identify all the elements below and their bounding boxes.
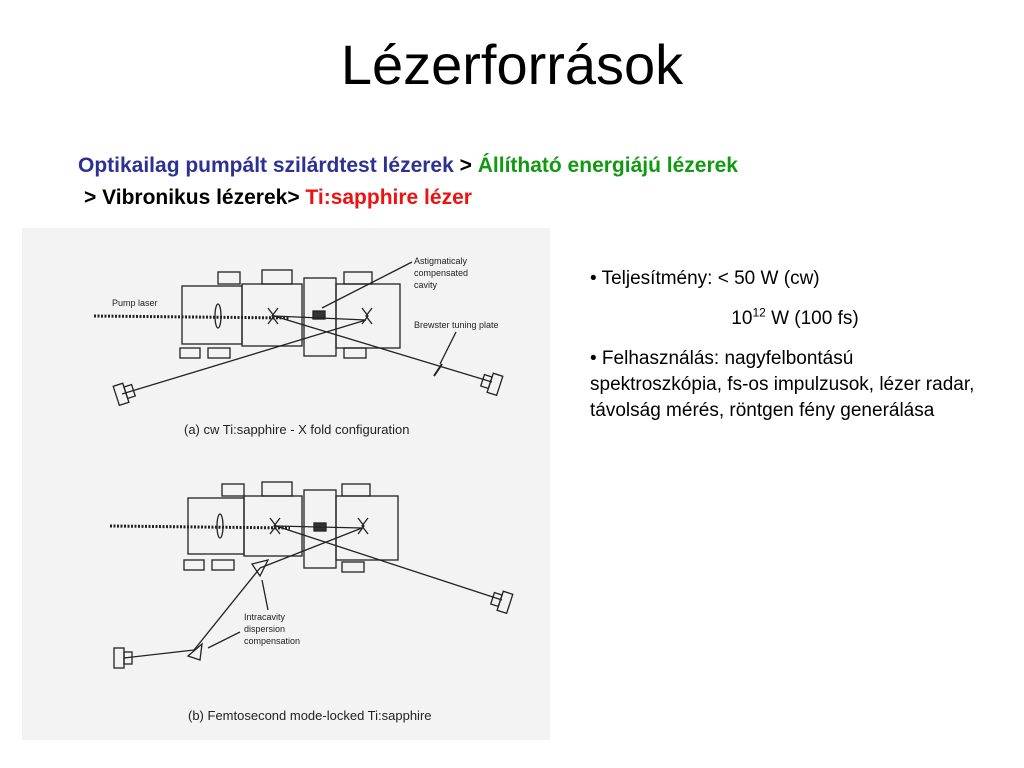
pump-beam: [110, 526, 290, 528]
mount: [212, 560, 234, 570]
mount: [184, 560, 204, 570]
mount: [218, 272, 240, 284]
arrow-brewster: [440, 332, 456, 364]
breadcrumb-optically-pumped: Optikailag pumpált szilárdtest lézerek: [78, 154, 454, 177]
power-exponent: 12: [752, 305, 766, 320]
box-lens: [182, 286, 242, 344]
mount: [342, 562, 364, 572]
label-cavity-1: Astigmaticaly: [414, 256, 468, 266]
breadcrumb-separator: >: [453, 154, 478, 177]
breadcrumb-tunable: Állítható energiájú lézerek: [477, 154, 738, 177]
laser-diagram-svg: [22, 228, 550, 740]
bullet-list: [590, 266, 990, 438]
bullet-power: • Teljesítmény: < 50 W (cw): [590, 268, 820, 289]
breadcrumb: [78, 150, 998, 214]
power-base: 10: [731, 308, 753, 329]
mount: [342, 484, 370, 496]
beam: [124, 650, 194, 658]
label-pump-laser: Pump laser: [112, 298, 158, 308]
mount: [262, 270, 292, 284]
caption-femtosecond: (b) Femtosecond mode-locked Ti:sapphire: [188, 708, 432, 723]
arrow-prism-2: [208, 632, 240, 648]
prism-2: [188, 644, 202, 660]
breadcrumb-separator: >: [84, 186, 103, 209]
mount: [344, 348, 366, 358]
beam: [276, 526, 502, 600]
breadcrumb-ti-sapphire: Ti:sapphire lézer: [305, 186, 472, 209]
power-rest: W (100 fs): [765, 308, 859, 329]
diagram-cw: [94, 262, 503, 405]
mount: [180, 348, 200, 358]
bullet-power-pulsed: [590, 306, 990, 332]
mount: [208, 348, 230, 358]
label-intracavity-1: Intracavity: [244, 612, 286, 622]
pump-beam: [94, 316, 290, 318]
mount: [344, 272, 372, 284]
arrow-prism-1: [262, 580, 268, 610]
end-mirror-right: [489, 589, 512, 614]
curved-mirror-2: [358, 518, 368, 534]
caption-cw: (a) cw Ti:sapphire - X fold configuration: [184, 422, 410, 437]
label-cavity-3: cavity: [414, 280, 438, 290]
breadcrumb-vibronic: Vibronikus lézerek: [102, 186, 288, 209]
slide-title: Lézerforrások: [340, 33, 684, 96]
mount: [222, 484, 244, 496]
label-cavity-2: compensated: [414, 268, 469, 278]
diagram-femtosecond: [110, 482, 513, 668]
laser-diagram-figure: [22, 228, 550, 740]
label-intracavity-3: compensation: [244, 636, 301, 646]
mount: [262, 482, 292, 496]
label-brewster: Brewster tuning plate: [414, 320, 499, 330]
curved-mirror-2: [362, 308, 372, 324]
label-intracavity-2: dispersion: [244, 624, 286, 634]
bullet-applications: • Felhasználás: nagyfelbontású spektroszkópia, fs-os impulzusok, lézer radar, távolság mérés, röntgen fény generálása: [590, 348, 975, 421]
end-mirror-right: [479, 371, 502, 396]
beam: [122, 320, 366, 394]
breadcrumb-separator: >: [287, 186, 306, 209]
